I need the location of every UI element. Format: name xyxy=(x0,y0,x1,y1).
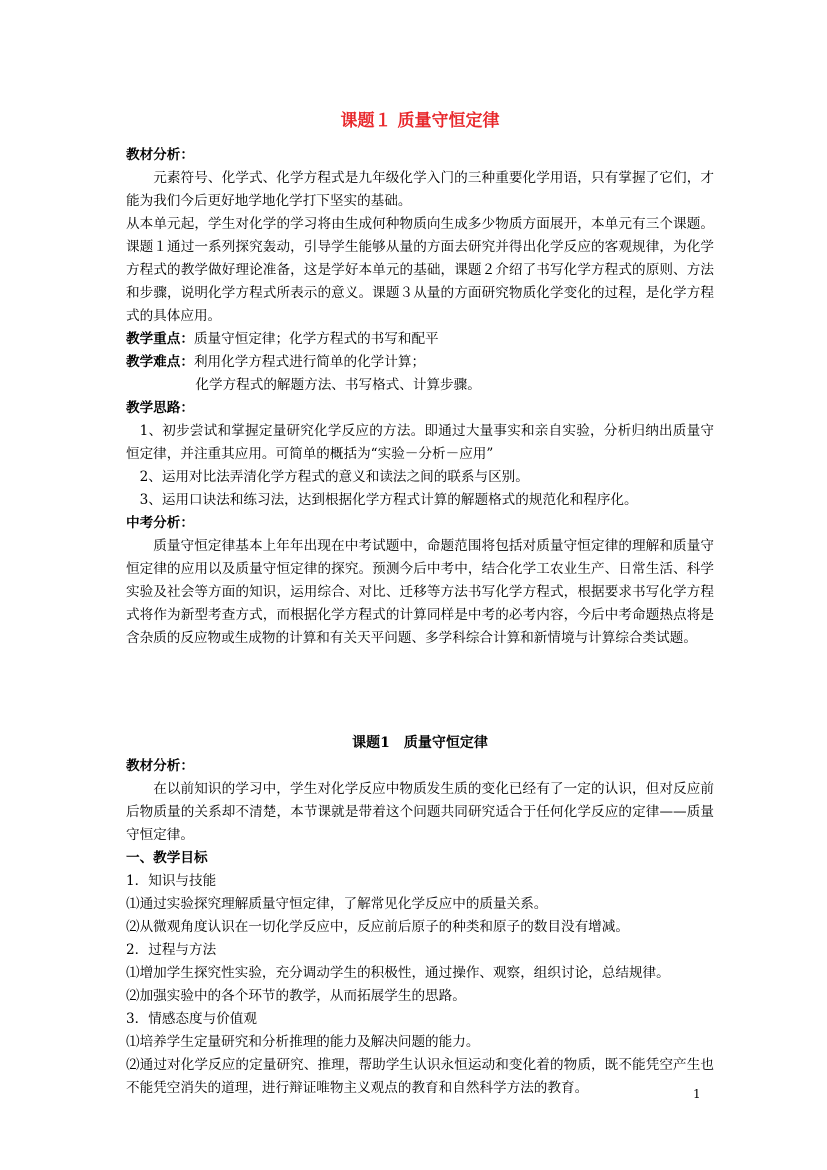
section1-title: 课题１ 质量守恒定律 xyxy=(340,111,500,131)
analysis-paragraph-2: 从本单元起，学生对化学的学习将由生成何种物质向生成多少物质方面展开，本单元有三个课题。课题１通过一系列探究轰动，引导学生能够从量的方面去研究并得出化学反应的客观规律，为化学方程式的教学做好理论准备，这是学好本单元的基础，课题２介绍了书写化学方程式的原则、方法和步骤，说明化学方程式所表示的意义。课题３从量的方面研究物质化学变化的过程，是化学方程式的具体应用。 xyxy=(126,216,714,324)
difficulty-points: 教学难点：利用化学方程式进行简单的化学计算； xyxy=(126,354,426,370)
section2-title: 课题1 质量守恒定律 xyxy=(352,735,488,751)
exam-analysis-text: 质量守恒定律基本上年年出现在中考试题中，命题范围将包括对质量守恒定律的理解和质量守恒定律的应用以及质量守恒定律的探究。预测今后中考中，结合化学工农业生产、日常生活、科学实验及社会等方面的知识，运用综合、对比、迁移等方法书写化学方程式，根据要求书写化学方程式将作为新型考查方式，而根据化学方程式的计算同样是中考的必考内容，今后中考命题热点将是含杂质的反应物或生成物的计算和有关天平问题、多学科综合计算和新情境与计算综合类试题。 xyxy=(126,538,714,646)
goals-heading: 一、教学目标 xyxy=(126,850,208,866)
teaching-idea-label: 教学思路： xyxy=(126,400,194,416)
teaching-idea-2: 2、运用对比法弄清化学方程式的意义和读法之间的联系与区别。 xyxy=(139,469,529,485)
analysis-paragraph-1: 元素符号、化学式、化学方程式是九年级化学入门的三种重要化学用语，只有掌握了它们，才能为我们今后更好地学地化学打下坚实的基础。 xyxy=(126,170,714,209)
analysis-paragraph-3: 在以前知识的学习中，学生对化学反应中物质发生质的变化已经有了一定的认识，但对反应前后物质量的关系却不清楚，本节课就是带着这个问题共同研究适合于任何化学反应的定律——质量守恒定律。 xyxy=(126,781,714,843)
exam-label: 中考分析： xyxy=(126,515,194,531)
goal3-item2: ⑵通过对化学反应的定量研究、推理，帮助学生认识永恒运动和变化着的物质，既不能凭空产生也不能凭空消失的道理，进行辩证唯物主义观点的教育和自然科学方法的教育。 xyxy=(126,1057,714,1096)
goal2-heading: 2．过程与方法 xyxy=(126,942,217,958)
page-content xyxy=(126,108,714,1100)
analysis-label-1: 教材分析： xyxy=(126,147,194,163)
teaching-idea-1: 1、初步尝试和掌握定量研究化学反应的方法。即通过大量事实和亲自实验，分析归纳出质量守恒定律，并注重其应用。可简单的概括为“实验－分析－应用” xyxy=(126,423,714,462)
goal3-heading: 3．情感态度与价值观 xyxy=(126,1011,257,1027)
key-points: 教学重点：质量守恒定律；化学方程式的书写和配平 xyxy=(126,331,439,347)
difficulty-points-2: 化学方程式的解题方法、书写格式、计算步骤。 xyxy=(195,377,481,393)
goal1-heading: 1．知识与技能 xyxy=(126,873,217,889)
goal2-item2: ⑵加强实验中的各个环节的教学，从而拓展学生的思路。 xyxy=(126,988,466,1004)
teaching-idea-3: 3、运用口诀法和练习法，达到根据化学方程式计算的解题格式的规范化和程序化。 xyxy=(139,492,638,508)
analysis-label-2: 教材分析： xyxy=(126,758,194,774)
goal1-item2: ⑵从微观角度认识在一切化学反应中，反应前后原子的种类和原子的数目没有增减。 xyxy=(126,919,629,935)
page-number: 1 xyxy=(693,1087,701,1101)
goal3-item1: ⑴培养学生定量研究和分析推理的能力及解决问题的能力。 xyxy=(126,1034,480,1050)
goal2-item1: ⑴增加学生探究性实验，充分调动学生的积极性，通过操作、观察，组织讨论，总结规律。 xyxy=(126,965,670,981)
goal1-item1: ⑴通过实验探究理解质量守恒定律，了解常见化学反应中的质量关系。 xyxy=(126,896,548,912)
